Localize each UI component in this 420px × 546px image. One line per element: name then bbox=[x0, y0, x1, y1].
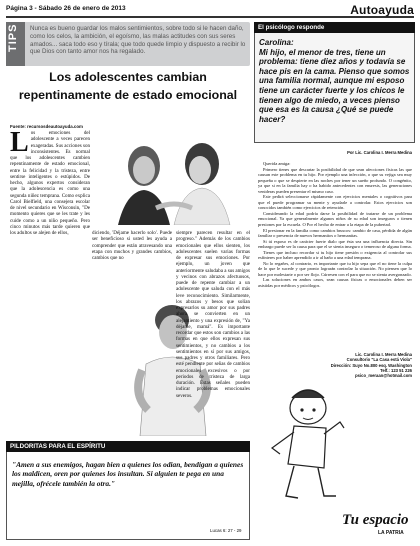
pildoritas-ref: Lucas 6: 27 - 29 bbox=[210, 528, 242, 533]
page-date: Página 3 - Sábado 26 de enero de 2013 bbox=[6, 5, 126, 12]
response-question: Carolina: Mi hijo, el menor de tres, tiene un problema: tiene diez años y todavía se hace pis en la cama. Pienso que somos una familia normal, aunque mi esposo tiene un carácter fuerte y los chicos le tienen algo de miedo, a veces pienso que esa es la causa ¿Qué se puede hacer? bbox=[259, 38, 410, 124]
dropcap: L bbox=[10, 127, 29, 158]
response-body: Querida amiga: Primero tienes que descartar la posibilidad de que sean afecciones físicas las que causan este problema en tu hijo. Por ejemplo una infección, o que su vejiga sea muy pequeña o que se despierte en las noches por tener un sueño profundo. O congénito, ya que si en la familia hay o ha habido antecedentes con enuresis, las generaciones venideras pueden presentar el mismo caso. Este pedirá seleccionarse rápidamente con ejercicios mentales o cognitivos para que el puede programar su mente y ayudarle a controlar. Estos ejercicios son conocidos también como ejercicios de retención. Considerando la edad podría darse la posibilidad de tratarse de un problema emocional. Ya que generalmente algunos niños de su edad son inseguros o tienen presiones por la escuela. O Por el hecho de entrar a la etapa de la pubertad. El presionar en la familia como cambios bruscos: cambio de casa, pérdida de algún familiar o presencia de nuevos hermanitos o hermanitas. Si tú esposo es de carácter fuerte dialo que ésta sea una influencia directa. Sin embargo puede ser la causa para que el se sienta inseguro o temeroso de alguna forma. Tienes que incluso recordar si tu hijo tiene presión o exigencia al controlar sus esfínteres por haber aprendido a ir al baño a una edad temprana. No lo regañes, al contrario, es importante que tu hijo sepa que el no tiene la culpa de lo que le sucede y que pronto lograrán controlar la situación. No piensen que lo hace por molestarte o por ser flojo. Cúrresen con el para que no se sienta avergonzado. Las soluciones en ambos casos, sean causas físicas o emocionales deben ser asistidas por médicos y psicólogos. bbox=[258, 161, 412, 289]
svg-text:LA PATRIA: LA PATRIA bbox=[378, 530, 404, 536]
photo-teens bbox=[96, 130, 246, 225]
response-signature: Por Lic. Carolina I. Merra Medina bbox=[347, 150, 412, 155]
section-title: Autoayuda bbox=[350, 3, 414, 17]
article-source: Fuente: recursosdeautoayuda.com bbox=[10, 124, 83, 129]
tu-espacio-logo bbox=[340, 500, 414, 545]
article-col-3: siempre parecen resultar en el progreso." Además de los cambios emocionales que ellos sienten, los adolescentes suelen varias formas de expresar sus emociones. Por ejemplo, un joven que anteriormente saludaba a sus amigos y vecinos con abrazos afectuosos, puede de repente cambiar a un adolescente que saluda con el más leve reconocimiento. Similarmente, los abrazos y besos que solían expresarlos su amor por sus padres ahora se convierten en un alejamiento y una expresión de, "Ya déjame, mamá". Es importante recordar que estos son cambios a las formas en que ellos expresan sus sentimientos, y no cambios a los sentimientos en sí por sus amigos, sus padres y otros familiares. Pero esté pendiente por señas de cambios emocionales excesivos o por periodos de tristeza de larga duración. Estas señales pueden indicar problemas emocionales severos. bbox=[176, 230, 250, 399]
tips-text: Nunca es bueno guardar los malos sentimientos, sobre todo si le hacen daño, como los celos, la ambición, el egoísmo, las malas actitudes con sus seres amados... saca todo eso y tírala; que todo quede limpio y dispuesto a recibir lo que Dios con tanto amor nos ha regalado. bbox=[30, 25, 246, 56]
article-col-2: diciendo, 'Déjame hacerlo solo'. Puede ser beneficioso si usted les ayuda a comprender que están atravesando una etapa con muchos y grandes cambios, cambios que no bbox=[92, 230, 172, 261]
response-contact: Lic. Carolina I. Merra Medina Consultorio "La Casa está Viola" Dirección: Suyo No.800 esq. Washington Telf.: 123 51 226 psico_meraan@hotmail.com bbox=[330, 352, 412, 379]
article-headline: Los adolescentes cambian repentinamente de estado emocional bbox=[18, 70, 238, 102]
illustration-kid bbox=[258, 382, 348, 507]
tips-box bbox=[6, 22, 250, 66]
response-bar: El psicólogo responde bbox=[254, 22, 415, 33]
article-col-1: L os emociones del adolescente a veces parecen exageradas. Sus acciones son inconsistentes. Es normal que los adolescentes cambien repentinamente de estado emocional, entre la felicidad y la tristeza, entre sentirse inteligentes o estúpidos. De hecho, algunos expertos consideran que la adolescencia es como una segunda niñez temprana. Como explica Carol Bielfield, una consejera escolar de nivel secundario en Wisconsin, "De momento quieres que se les trate y les cuide como a un niño pequeño. Pero cinco minutos más tarde quieren que los adultos se alejen de ellos, bbox=[10, 127, 90, 236]
svg-text:Tu espacio: Tu espacio bbox=[342, 512, 409, 528]
pildoritas-bar: PILDORITAS PARA EL ESPÍRITU bbox=[6, 441, 250, 452]
tips-tab: TIPS bbox=[6, 22, 25, 66]
page-header bbox=[6, 4, 414, 18]
pildoritas-quote: "Amen a sus enemigos, hagan bien a quienes los odian, bendigan a quienes los maldicen, oren por quienes los insultan. Si alguien te pega en una mejilla, ofrécele también la otra." bbox=[12, 460, 244, 488]
